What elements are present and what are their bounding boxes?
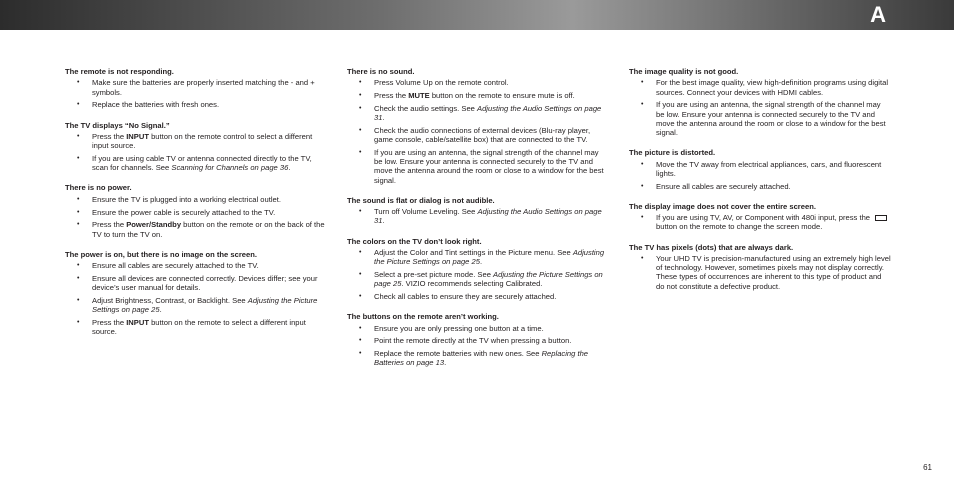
list-item [347, 324, 609, 333]
item-text: . [159, 305, 162, 315]
troubleshooting-section [347, 237, 609, 302]
cross-reference: Adjusting the Picture Settings on page 25 [374, 248, 605, 267]
troubleshooting-section [347, 312, 609, 367]
item-text: Press the [92, 132, 127, 142]
item-text: Press Volume Up on the remote control. [374, 78, 509, 88]
list-item [347, 91, 609, 100]
list-item [65, 100, 327, 109]
item-text: Move the TV away from electrical appliances, cars, and fluorescent lights. [656, 159, 882, 178]
item-text: Make sure the batteries are properly inserted matching the - and + symbols. [92, 78, 315, 97]
troubleshooting-section [629, 67, 891, 137]
list-item [347, 248, 609, 266]
list-item [65, 318, 327, 336]
bullet-list [347, 248, 609, 301]
list-item [65, 220, 327, 238]
button-name: INPUT [126, 318, 149, 328]
bullet-list [65, 132, 327, 172]
item-text: Ensure you are only pressing one button at a time. [374, 323, 544, 333]
troubleshooting-section [65, 250, 327, 337]
bullet-list [65, 261, 327, 336]
bullet-list [347, 78, 609, 184]
cross-reference: Adjusting the Audio Settings on page 31 [374, 104, 602, 123]
list-item [629, 254, 891, 291]
list-item [629, 78, 891, 96]
troubleshooting-section [347, 67, 609, 185]
list-item [347, 207, 609, 225]
item-text: Ensure all cables are securely attached. [656, 181, 791, 191]
list-item [65, 78, 327, 96]
section-title: There is no sound. [347, 67, 415, 76]
column-2 [347, 67, 609, 379]
item-text: . [382, 216, 385, 226]
list-item [65, 132, 327, 150]
section-title: There is no power. [65, 183, 132, 193]
item-text: Ensure the TV is plugged into a working electrical outlet. [92, 194, 281, 204]
item-text: If you are using TV, AV, or Component with 480i input, press the [656, 213, 873, 223]
item-text: Replace the remote batteries with new ones. See [374, 349, 542, 359]
item-text: Press the [92, 318, 127, 328]
bullet-list [347, 207, 609, 225]
item-text: . [288, 163, 291, 173]
item-text: . VIZIO recommends selecting Calibrated. [401, 279, 543, 289]
appendix-letter: A [870, 2, 886, 27]
section-title: The buttons on the remote aren’t working. [347, 312, 499, 322]
list-item [65, 195, 327, 204]
button-name: Power/Standby [126, 220, 182, 230]
bullet-list [65, 78, 327, 109]
item-text: Your UHD TV is precision-manufactured using an extremely high level of technology. However, sometimes pixels may not display correctly. These types of occurrences are inherent to this type of product and do not constitute a defective product. [656, 254, 891, 291]
section-title: The colors on the TV don’t look right. [347, 236, 482, 246]
button-name: MUTE [408, 91, 430, 101]
item-text: Check all cables to ensure they are securely attached. [374, 292, 557, 302]
bullet-list [629, 254, 891, 291]
list-item [347, 349, 609, 367]
wide-button-icon [875, 215, 887, 221]
item-text: Turn off Volume Leveling. See [374, 207, 478, 217]
bullet-list [347, 324, 609, 368]
item-text: Replace the batteries with fresh ones. [92, 100, 220, 110]
cross-reference: Replacing the Batteries on page 13 [374, 349, 589, 368]
item-text: If you are using cable TV or antenna connected directly to the TV, scan for channels. See [92, 154, 312, 173]
item-text: Select a pre-set picture mode. See [374, 270, 494, 280]
page-number: 61 [923, 463, 932, 472]
item-text: Adjust Brightness, Contrast, or Backlight. See [92, 296, 248, 306]
item-text: If you are using an antenna, the signal strength of the channel may be low. Ensure your antenna is connected securely to the TV and move the antenna around the room or close to a window for the best signal. [656, 100, 886, 138]
section-title: The picture is distorted. [629, 148, 716, 158]
item-text: . [444, 358, 447, 368]
column-3 [629, 67, 891, 302]
troubleshooting-section [65, 67, 327, 110]
troubleshooting-section [629, 202, 891, 232]
section-title: The image quality is not good. [629, 67, 739, 76]
list-item [347, 336, 609, 345]
item-text: Adjust the Color and Tint settings in the Picture menu. See [374, 248, 573, 258]
list-item [347, 270, 609, 288]
list-item [347, 148, 609, 185]
column-1 [65, 67, 327, 347]
list-item [347, 104, 609, 122]
list-item [65, 274, 327, 292]
item-text: Ensure the power cable is securely attached to the TV. [92, 207, 276, 217]
section-title: The display image does not cover the entire screen. [629, 201, 816, 211]
item-text: button on the remote control to select a different input source. [92, 132, 313, 151]
list-item [629, 213, 891, 231]
item-text: button on the remote to change the screen mode. [656, 222, 823, 232]
item-text: Press the [92, 220, 127, 230]
bullet-list [629, 78, 891, 137]
list-item [629, 100, 891, 137]
item-text: . [479, 257, 483, 267]
troubleshooting-section [65, 121, 327, 173]
item-text: Point the remote directly at the TV when pressing a button. [374, 336, 572, 346]
item-text: Ensure all devices are connected correctly. Devices differ; see your device’s user manual for details. [92, 274, 318, 293]
list-item [65, 208, 327, 217]
troubleshooting-section [65, 183, 327, 238]
item-text: If you are using an antenna, the signal strength of the channel may be low. Ensure your antenna is connected securely to the TV and move the antenna around the room or close to a window for the best signal. [374, 148, 604, 185]
item-text: button on the remote or on the back of the TV to turn the TV on. [92, 220, 325, 239]
item-text: Ensure all cables are securely attached to the TV. [92, 261, 259, 271]
list-item [629, 160, 891, 178]
cross-reference: Scanning for Channels on page 36 [171, 163, 289, 173]
list-item [347, 292, 609, 301]
list-item [65, 154, 327, 172]
item-text: button on the remote to ensure mute is off. [429, 91, 575, 101]
list-item [347, 78, 609, 87]
bullet-list [629, 213, 891, 231]
section-title: The remote is not responding. [65, 67, 174, 76]
item-text: button on the remote to select a different input source. [92, 318, 306, 337]
item-text: For the best image quality, view high-definition programs using digital sources. Connect your devices with HDMI cables. [656, 78, 889, 97]
bullet-list [65, 195, 327, 239]
cross-reference: Adjusting the Picture Settings on page 25 [374, 270, 603, 289]
section-title: The sound is flat or dialog is not audible. [347, 195, 495, 205]
item-text: . [382, 113, 385, 123]
cross-reference: Adjusting the Audio Settings on page 31 [374, 207, 602, 226]
list-item [347, 126, 609, 144]
section-title: The TV displays “No Signal.” [65, 120, 170, 130]
bullet-list [629, 160, 891, 191]
section-title: The power is on, but there is no image on the screen. [65, 249, 257, 259]
list-item [65, 296, 327, 314]
troubleshooting-section [347, 196, 609, 226]
troubleshooting-section [629, 148, 891, 191]
cross-reference: Adjusting the Picture Settings on page 25 [92, 296, 318, 315]
troubleshooting-section [629, 243, 891, 291]
section-title: The TV has pixels (dots) that are always dark. [629, 242, 794, 252]
item-text: Press the [374, 91, 409, 101]
chapter-header-bar [0, 0, 954, 30]
list-item [65, 261, 327, 270]
item-text: Check the audio settings. See [374, 104, 478, 113]
item-text: Check the audio connections of external devices (Blu-ray player, game console, cable/satellite box) that are connected to the TV. [374, 126, 591, 145]
button-name: INPUT [126, 132, 149, 142]
list-item [629, 182, 891, 191]
